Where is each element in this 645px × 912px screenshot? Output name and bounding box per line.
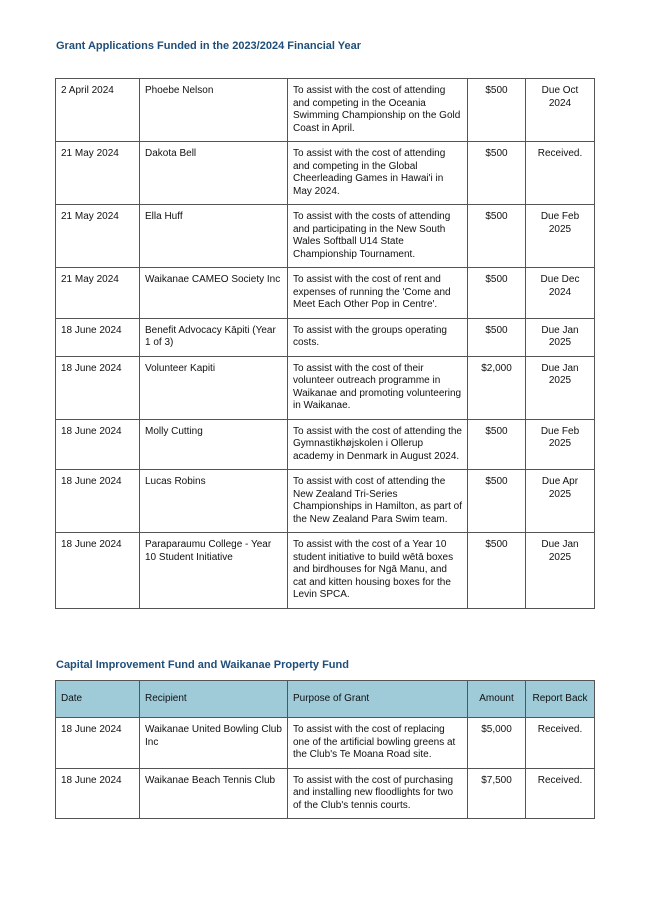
cell-amount: $7,500 [468,768,526,819]
cell-purpose: To assist with cost of attending the New Zealand Tri-Series Championships in Hamilton, as part of the New Zealand Para Swim team. [288,470,468,533]
cell-date: 18 June 2024 [56,356,140,419]
cell-amount: $500 [468,419,526,470]
header-recipient: Recipient [140,681,288,718]
cell-purpose: To assist with the costs of attending and participating in the New South Wales Softball U14 State Championship Tournament. [288,205,468,268]
cell-recipient: Phoebe Nelson [140,79,288,142]
cell-date: 18 June 2024 [56,419,140,470]
cell-amount: $500 [468,470,526,533]
cell-amount: $500 [468,268,526,319]
cell-recipient: Lucas Robins [140,470,288,533]
cell-amount: $500 [468,79,526,142]
cell-date: 21 May 2024 [56,142,140,205]
cell-purpose: To assist with the cost of attending and competing in the Global Cheerleading Games in Hawai'i in May 2024. [288,142,468,205]
cell-date: 18 June 2024 [56,470,140,533]
table-row [56,419,595,470]
cell-recipient: Waikanae Beach Tennis Club [140,768,288,819]
cell-date: 18 June 2024 [56,318,140,356]
cell-recipient: Volunteer Kapiti [140,356,288,419]
cell-purpose: To assist with the cost of replacing one of the artificial bowling greens at the Club's Te Moana Road site. [288,718,468,769]
section-title-capital-improvement-fund: Capital Improvement Fund and Waikanae Property Fund [56,659,349,671]
grant-applications-table [55,78,595,609]
cell-amount: $500 [468,142,526,205]
cell-report-back: Due Jan 2025 [526,533,595,609]
section-title-grant-applications: Grant Applications Funded in the 2023/2024 Financial Year [56,40,362,52]
table-row [56,718,595,769]
header-date: Date [56,681,140,718]
cell-report-back: Due Jan 2025 [526,356,595,419]
table-row [56,470,595,533]
cell-date: 18 June 2024 [56,718,140,769]
cell-recipient: Dakota Bell [140,142,288,205]
cell-amount: $500 [468,533,526,609]
table-row [56,142,595,205]
header-purpose: Purpose of Grant [288,681,468,718]
table-header-row [56,681,595,718]
cell-purpose: To assist with the cost of their volunteer outreach programme in Waikanae and promoting volunteering in Waikanae. [288,356,468,419]
table-row [56,768,595,819]
cell-report-back: Received. [526,142,595,205]
cell-report-back: Due Jan 2025 [526,318,595,356]
cell-purpose: To assist with the cost of attending and competing in the Oceania Swimming Championship on the Gold Coast in April. [288,79,468,142]
cell-recipient: Molly Cutting [140,419,288,470]
cell-amount: $5,000 [468,718,526,769]
cell-amount: $500 [468,205,526,268]
table-row [56,318,595,356]
cell-date: 18 June 2024 [56,768,140,819]
cell-date: 18 June 2024 [56,533,140,609]
header-report-back: Report Back [526,681,595,718]
table-row [56,205,595,268]
cell-recipient: Ella Huff [140,205,288,268]
cell-purpose: To assist with the cost of rent and expenses of running the 'Come and Meet Each Other Pop in Centre'. [288,268,468,319]
cell-report-back: Due Oct 2024 [526,79,595,142]
cell-report-back: Due Feb 2025 [526,205,595,268]
capital-improvement-fund-table [55,680,595,819]
cell-recipient: Benefit Advocacy Kāpiti (Year 1 of 3) [140,318,288,356]
cell-purpose: To assist with the cost of a Year 10 student initiative to build wētā boxes and birdhouses for Ngā Manu, and cat and kitten housing boxes for the Levin SPCA. [288,533,468,609]
cell-recipient: Waikanae CAMEO Society Inc [140,268,288,319]
cell-report-back: Due Apr 2025 [526,470,595,533]
cell-purpose: To assist with the groups operating costs. [288,318,468,356]
table-row [56,356,595,419]
cell-report-back: Received. [526,768,595,819]
header-amount: Amount [468,681,526,718]
cell-date: 21 May 2024 [56,205,140,268]
cell-date: 21 May 2024 [56,268,140,319]
table-row [56,533,595,609]
cell-amount: $500 [468,318,526,356]
cell-purpose: To assist with the cost of attending the Gymnastikhøjskolen i Ollerup academy in Denmark in August 2024. [288,419,468,470]
cell-purpose: To assist with the cost of purchasing and installing new floodlights for two of the Club's tennis courts. [288,768,468,819]
cell-report-back: Due Dec 2024 [526,268,595,319]
table-row [56,79,595,142]
cell-amount: $2,000 [468,356,526,419]
cell-recipient: Paraparaumu College - Year 10 Student Initiative [140,533,288,609]
cell-date: 2 April 2024 [56,79,140,142]
table-row [56,268,595,319]
cell-report-back: Received. [526,718,595,769]
cell-report-back: Due Feb 2025 [526,419,595,470]
cell-recipient: Waikanae United Bowling Club Inc [140,718,288,769]
